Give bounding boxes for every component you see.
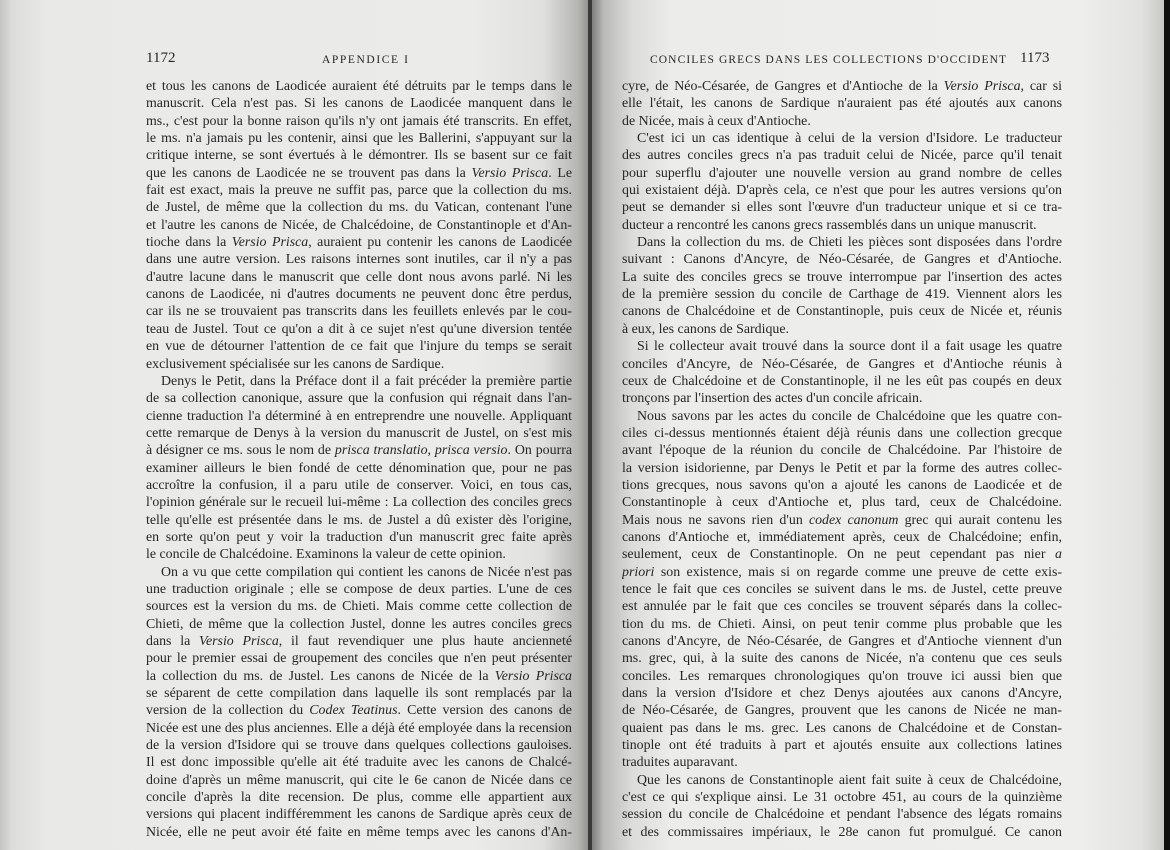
text-line: ms., c'est pour la bonne raison qu'ils n'y ont jamais été transcrits. En effet, <box>146 113 572 129</box>
text-line: en sorte qu'on peut y voir la traduction d'un manuscrit grec faite après <box>146 529 572 545</box>
text-line: C'est ici un cas identique à celui de la version d'Isidore. Le traducteur <box>637 131 1062 147</box>
text-line: cette remarque de Denys à la version du manuscrit de Justel, on s'est mis <box>146 425 572 441</box>
text-line: conciles. Les remarques chronologiques qu'on trouve ici aussi bien que <box>622 668 1062 684</box>
text-line: critique interne, se sont évertués à le démontrer. Ils se basent sur ce fait <box>146 148 572 164</box>
text-line: traduites auparavant. <box>622 755 738 771</box>
text-line: et des commissaires impériaux, le 28e canon fut promulgué. Ce canon <box>622 824 1062 840</box>
page-edge-shadow <box>1164 0 1170 850</box>
text-line: Nicée est une des plus anciennes. Elle a déjà été employée dans la recension <box>146 720 572 736</box>
text-line: telle qu'elle est présentée dans le ms. de Justel a dû exister dès l'origine, <box>146 512 572 528</box>
text-line: cienne traduction l'a déterminé à en entreprendre une nouvelle. Appliquant <box>146 408 572 424</box>
text-line: tions grecques, nous savons qu'on a ajouté les canons de Laodicée et de <box>622 477 1062 493</box>
text-line: teau de Justel. Tout ce qu'on a dit à ce sujet n'est qu'une diversion tentée <box>146 321 572 337</box>
text-line: tronçons par l'insertion des actes d'un concile africain. <box>622 391 923 407</box>
text-line: est annulée par le fait que ces conciles se trouvent séparés dans la collec- <box>622 599 1062 615</box>
text-line: ms. grec, qui, à la suite des canons de Nicée, n'a contenu que ces seuls <box>622 651 1062 667</box>
text-line: cyre, de Néo-Césarée, de Gangres et d'Antioche de la Versio Prisca, car si <box>622 79 1062 94</box>
text-line: tence le fait que ces conciles se suivent dans le ms. de Justel, cette preuve <box>622 581 1062 597</box>
text-line: à désigner ce ms. sous le nom de prisca translatio, prisca versio. On pourra <box>146 443 572 459</box>
text-line: peut se demander si elles sont l'œuvre d'un traducteur unique et si ce tra- <box>622 200 1062 216</box>
running-head-left: APPENDICE I <box>322 54 410 66</box>
text-line: d'autre lacune dans le manuscrit que celle dont nous avons parlé. Ni les <box>146 269 572 285</box>
text-line: Il est donc impossible qu'elle ait été traduite avec les canons de Chalcé- <box>146 755 572 771</box>
text-line: manuscrit. Cela n'est pas. Si les canons de Laodicée manquent dans le <box>146 96 572 112</box>
text-line: Nous savons par les actes du concile de Chalcédoine que les quatre con- <box>637 408 1062 424</box>
text-line: versions qui placent indifféremment les canons de Sardique après ceux de <box>146 807 572 823</box>
text-line: Mais nous ne savons rien d'un codex canonum grec qui aurait contenu les <box>622 512 1062 528</box>
text-line: conciles d'Ancyre, de Néo-Césarée, de Gangres et d'Antioche réunis à <box>622 356 1062 372</box>
text-line: suivant : Canons d'Ancyre, de Néo-Césarée, de Gangres et d'Antioche. <box>622 252 1062 268</box>
text-line: pour superflu d'ajouter une nouvelle version au grand nombre de celles <box>622 165 1062 181</box>
text-line: de la version d'Isidore qui se trouve dans quelques collections gauloises. <box>146 738 572 754</box>
text-line: de Néo-Césarée, de Gangres, prouvent que les canons de Nicée ne man- <box>622 703 1062 719</box>
text-line: ciles ci-dessus mentionnés étaient déjà réunis dans une collection grecque <box>622 425 1062 441</box>
text-line: tioche dans la Versio Prisca, auraient pu contenir les canons de Laodicée <box>146 235 572 251</box>
text-line: accroître la confusion, il a paru utile de conserver. Voici, en tous cas, <box>146 477 572 493</box>
text-line: car ils ne se trouvaient pas transcrits dans les feuillets enlevés par le cou- <box>146 304 572 320</box>
text-line: en vue de détourner l'attention de ce fait que l'injure du temps se serait <box>146 339 572 355</box>
text-line: dans la Versio Prisca, il faut revendiquer une plus haute ancienneté <box>146 634 572 649</box>
text-line: se séparent de cette compilation dans laquelle ils sont remplacés par la <box>146 686 572 702</box>
text-line: et tous les canons de Laodicée auraient été détruits par le temps dans le <box>146 79 572 94</box>
text-line: canons d'Antioche et, immédiatement après, ceux de Chalcédoine; enfin, <box>622 529 1062 545</box>
text-line: quaient pas dans le ms. grec. Les canons de Chalcédoine et de Constan- <box>622 720 1062 736</box>
text-line: Si le collecteur avait trouvé dans la source dont il a fait usage les quatre <box>637 339 1062 355</box>
text-line: seulement, ceux de Constantinople. On ne peut cependant pas nier a <box>622 547 1062 563</box>
text-line: canons de Chalcédoine et de Constantinople, puis ceux de Nicée et, réunis <box>622 304 1062 320</box>
text-line: le concile de Chalcédoine. Examinons la valeur de cette opinion. <box>146 547 506 563</box>
text-line: Constantinople à ceux d'Antioche et, plus tard, ceux de Chalcédoine. <box>622 495 1062 511</box>
text-line: canons de Laodicée, ni d'autres documents ne peuvent donc être perdus, <box>146 287 572 303</box>
text-line: avant l'époque de la réunion du concile de Chalcédoine. Par l'histoire de <box>622 443 1062 459</box>
text-line: canons d'Ancyre, de Néo-Césarée, de Gangres et d'Antioche viennent d'un <box>622 634 1062 649</box>
text-line: examiner ailleurs le bien fondé de cette dénomination que, pour ne pas <box>146 460 572 476</box>
text-line: l'opinion générale sur le recueil lui-même : La collection des conciles grecs <box>146 495 572 511</box>
text-line: version de la collection du Codex Teatinus. Cette version des canons de <box>146 703 572 719</box>
text-line: Que les canons de Constantinople aient fait suite à ceux de Chalcédoine, <box>637 772 1062 788</box>
text-line: dans une autre version. Les raisons internes sont inutiles, car il n'y a pas <box>146 252 572 268</box>
text-line: de la première session du concile de Carthage de 419. Viennent alors les <box>622 287 1062 303</box>
text-line: Nicée, elle ne peut avoir été faite en même temps avec les canons d'An- <box>146 824 572 840</box>
text-line: que les canons de Laodicée ne se trouvent pas dans la Versio Prisca. Le <box>146 165 572 181</box>
text-line: tinople ont été traduits à part et ajoutés ensuite aux collections latines <box>622 738 1062 754</box>
text-line: qui existaient déjà. D'après cela, ce n'est que pour les autres versions qu'on <box>622 183 1062 199</box>
text-line: de Nicée, mais à ceux d'Antioche. <box>622 113 811 129</box>
text-line: ceux de Chalcédoine et de Constantinople, il ne les eût pas coupés en deux <box>622 373 1062 389</box>
text-line: priori son existence, mais si on regarde comme une preuve de cette exis- <box>622 564 1062 580</box>
page-number-left: 1172 <box>146 50 176 66</box>
text-line: tion du ms. de Chieti. Ainsi, on peut tenir comme plus probable que les <box>622 616 1062 632</box>
text-line: Dans la collection du ms. de Chieti les pièces sont disposées dans l'ordre <box>637 235 1062 251</box>
text-line: le ms. n'a jamais pu les contenir, ainsi que les Ballerini, s'appuyant sur la <box>146 131 572 147</box>
text-line: La suite des conciles grecs se trouve interrompue par l'insertion des actes <box>622 269 1062 285</box>
running-head-right: CONCILES GRECS DANS LES COLLECTIONS D'OCCIDENT <box>650 54 1008 66</box>
text-line: une traduction originale ; elle se compose de deux parties. L'une de ces <box>146 581 572 597</box>
left-body-text <box>146 78 572 841</box>
text-line: ducteur a rencontré les canons grecs rassemblés dans un unique manuscrit. <box>622 217 1037 233</box>
text-line: de Justel, de même que la collection du ms. du Vatican, contenant l'une <box>146 200 572 216</box>
right-page <box>592 0 1164 850</box>
text-line: concile d'après la dite recension. De plus, comme elle appartient aux <box>146 790 572 806</box>
text-line: elle l'était, les canons de Sardique n'auraient pas été ajoutés aux canons <box>622 96 1062 112</box>
text-line: la collection du ms. de Justel. Les canons de Nicée de la Versio Prisca <box>146 668 572 684</box>
text-line: de sa collection canonique, assure que la confusion qui régnait dans l'an- <box>146 391 572 407</box>
text-line: sources est la version du ms. de Chieti. Mais comme cette collection de <box>146 599 572 615</box>
text-line: doine d'après un même manuscrit, qui cite le 6e canon de Nicée dans ce <box>146 772 572 788</box>
page-number-right: 1173 <box>1020 50 1050 66</box>
text-line: pour le premier essai de groupement des conciles que n'en peut présenter <box>146 651 572 667</box>
text-line: des autres conciles grecs n'a pas traduit celui de Nicée, parce qu'il tenait <box>622 148 1062 164</box>
text-line: la version isidorienne, par Denys le Petit et par la forme des autres collec- <box>622 460 1062 476</box>
text-line: session du concile de Chalcédoine et pendant l'absence des légats romains <box>622 807 1062 823</box>
text-line: c'est ce qui s'explique ainsi. Le 31 octobre 451, au cours de la quinzième <box>622 790 1062 806</box>
text-line: Denys le Petit, dans la Préface dont il a fait précéder la première partie <box>161 373 572 389</box>
text-line: Chieti, de même que la collection Justel, donne les autres conciles grecs <box>146 616 572 632</box>
text-line: fait est exact, mais la preuve ne suffit pas, parce que la collection du ms. <box>146 183 572 199</box>
text-line: exclusivement spécialisée sur les canons de Sardique. <box>146 356 445 372</box>
text-line: à eux, les canons de Sardique. <box>622 321 790 337</box>
text-line: On a vu que cette compilation qui contient les canons de Nicée n'est pas <box>161 564 572 580</box>
text-line: dans la version d'Isidore et chez Denys ajoutées aux canons d'Ancyre, <box>622 686 1062 702</box>
text-line: et l'autre les canons de Nicée, de Chalcédoine, de Constantinople et d'An- <box>146 217 572 233</box>
right-body-text <box>622 78 1062 841</box>
